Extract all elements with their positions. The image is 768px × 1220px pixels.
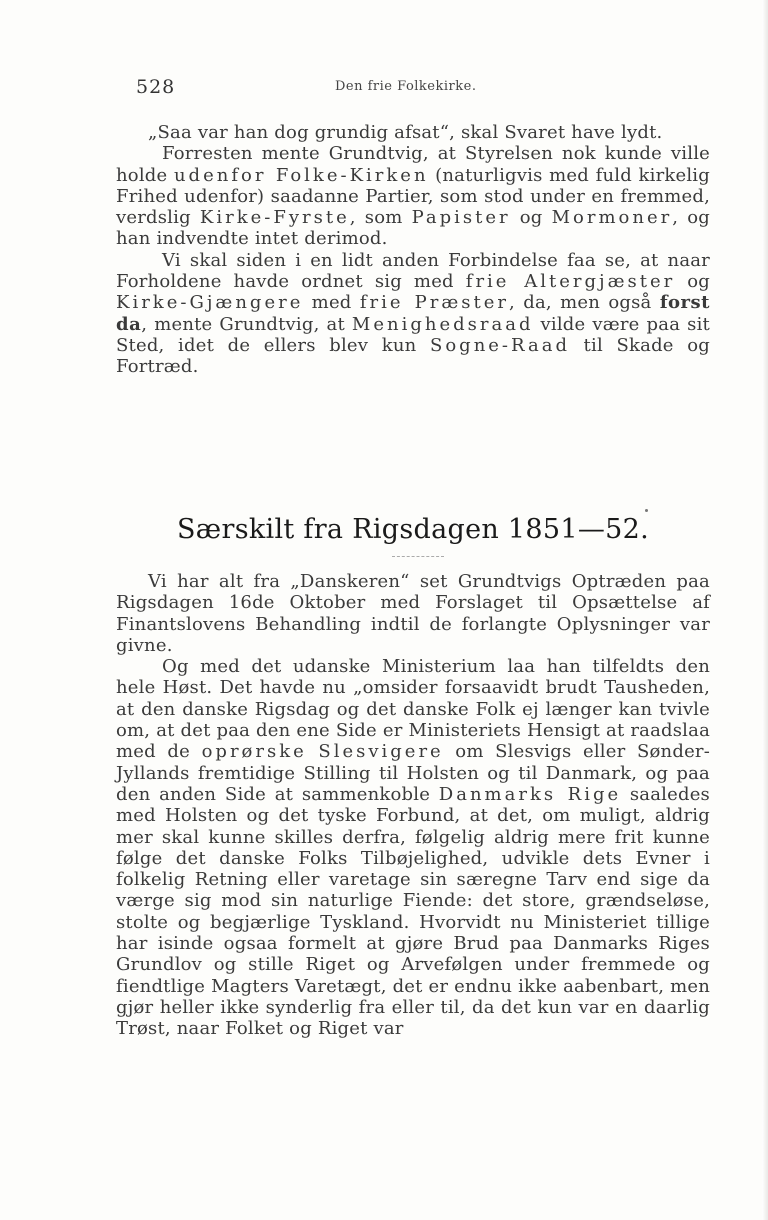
text-run: til Skade og Fortræd. <box>116 334 710 378</box>
page-number: 528 <box>136 76 176 98</box>
paragraph <box>116 143 710 249</box>
spaced-emphasis: frie Præster <box>359 292 509 314</box>
text-run: , da, men også <box>509 292 660 314</box>
text-run: , som <box>349 207 412 229</box>
text-run: „Saa var han dog grundig afsat“, skal Svaret have lydt. <box>148 122 663 143</box>
spaced-emphasis: Kirke-Gjængere <box>116 292 304 314</box>
text-run: Forresten mente Grundtvig, at Styrelsen nok kunde ville holde <box>116 143 710 186</box>
running-head <box>130 76 715 96</box>
spaced-emphasis: udenfor Folke-Kirken <box>173 164 429 186</box>
ink-speck <box>645 509 648 512</box>
paragraph <box>116 656 710 1039</box>
spaced-emphasis: Sogne-Raad <box>430 334 570 356</box>
text-section-after-heading <box>116 571 710 1040</box>
spaced-emphasis: frie Altergjæster <box>465 271 676 293</box>
text-run: saaledes med Holsten og det tyske Forbund, at det, om muligt, aldrig mer skal kunne skilles derfra, følgelig aldrig mere frit kunne følge det danske Folks Tilbøjelighed, udvikle dets Evner i folkelig Retning eller varetage sin særegne Tarv end sige da værge sig mod sin naturlige Fiende: det store, grændseløse, stolte og begjærlige Tyskland. Hvorvidt nu Ministeriet tillige har isinde ogsaa formelt at gjøre Brud paa Danmarks Riges Grundlov og stille Riget og Arvefølgen under fremmede og fiendtlige Magters Varetægt, det er endnu ikke aabenbart, men gjør heller ikke synderlig fra eller til, da det kun var en daarlig Trøst, naar Folket og Riget var <box>116 783 710 1040</box>
text-run <box>307 741 319 762</box>
spaced-emphasis: Kirke-Fyrste <box>199 207 350 229</box>
paragraph <box>116 122 710 143</box>
text-run: og <box>510 207 552 229</box>
spaced-emphasis: Danmarks Rige <box>438 783 622 805</box>
spaced-emphasis: Papister <box>411 207 511 229</box>
text-run: vilde være paa sit Sted, idet de ellers blev kun <box>116 313 710 356</box>
text-run: , og han indvendte intet derimod. <box>116 207 711 250</box>
spaced-emphasis: Mormoner <box>551 207 673 229</box>
text-run: med <box>303 292 360 314</box>
text-run: Vi har alt fra „Danskeren“ set Grundtvigs Optræden paa Rigsdagen 16de Oktober med Forslaget til Opsættelse af Finantslovens Behandling indtil de forlangte Oplysninger var givne. <box>116 571 710 656</box>
bold-emphasis: forst da <box>116 292 710 335</box>
text-run: (naturligvis med fuld kirkelig Frihed udenfor) saadanne Partier, som stod under en fremmed, verdslig <box>116 164 710 229</box>
spaced-emphasis: oprørske <box>201 741 307 763</box>
section-heading: Særskilt fra Rigsdagen 1851—52. <box>177 514 649 545</box>
paragraph <box>116 250 710 378</box>
page-edge <box>762 0 768 1220</box>
text-run: , mente Grundtvig, at <box>141 313 352 335</box>
heading-rule <box>392 556 444 557</box>
text-run: Vi skal siden i en lidt anden Forbindelse faa se, at naar Forholdene havde ordnet sig med <box>116 249 710 293</box>
spaced-emphasis: Menighedsraad <box>351 313 534 335</box>
paragraph <box>116 571 710 656</box>
spaced-emphasis: Slesvigere <box>318 741 444 763</box>
running-title: Den frie Folkekirke. <box>335 79 477 94</box>
text-run: og <box>675 271 710 293</box>
text-run: Og med det udanske Ministerium laa han tilfeldts den hele Høst. Det havde nu „omsider forsaavidt brudt Tausheden, at den danske Rigsdag og det danske Folk ej længer kan tvivle om, at det paa den ene Side er Ministeriets Hensigt at raadslaa med de <box>116 656 710 763</box>
text-section-before-heading <box>116 122 710 378</box>
text-run: om Slesvigs eller Sønder-Jyllands fremtidige Stilling til Holsten og til Danmark, og paa den anden Side at sammenkoble <box>116 741 711 805</box>
